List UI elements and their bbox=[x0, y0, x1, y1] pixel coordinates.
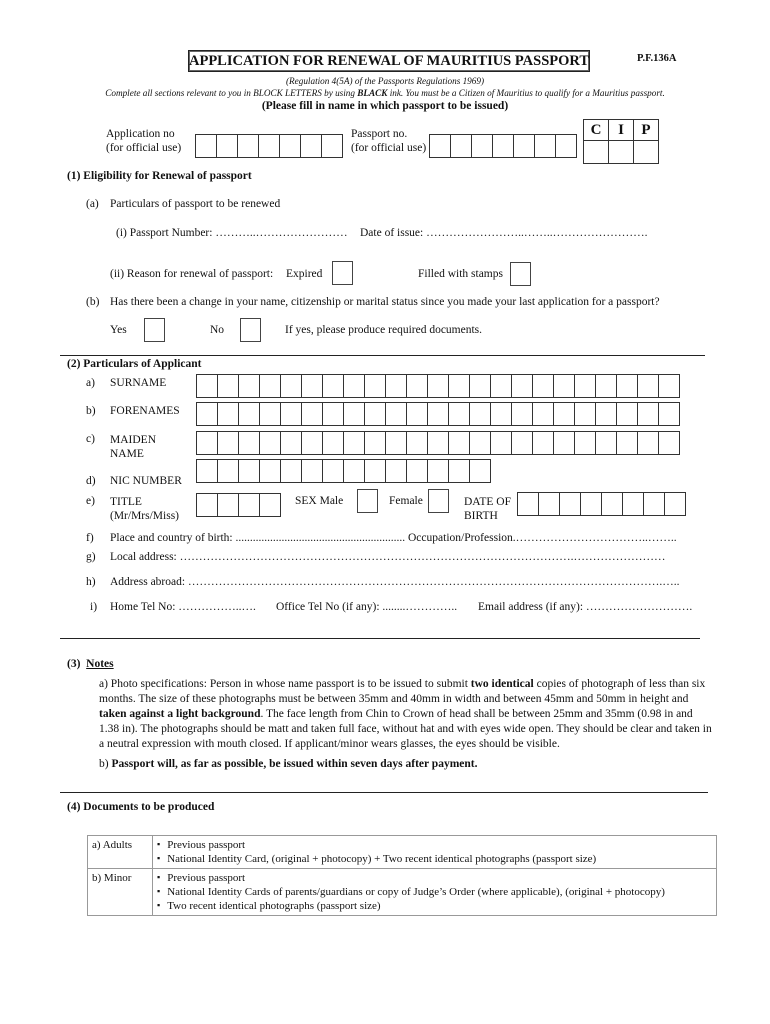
application-no-label: Application no (for official use) bbox=[106, 128, 182, 154]
forenames-field[interactable] bbox=[196, 402, 679, 426]
female-checkbox[interactable] bbox=[428, 489, 449, 513]
date-of-birth-field[interactable] bbox=[517, 492, 685, 516]
section4-heading: (4) Documents to be produced bbox=[67, 801, 215, 813]
yes-label: Yes bbox=[110, 324, 127, 336]
form-title: APPLICATION FOR RENEWAL OF MAURITIUS PASSPORT bbox=[188, 50, 590, 72]
forenames-label: FORENAMES bbox=[110, 405, 180, 417]
list-item: ▪ National Identity Card, (original + photocopy) + Two recent identical photographs (passport size) bbox=[157, 852, 712, 866]
list-item: ▪ Previous passport bbox=[157, 838, 712, 852]
list-item: ▪ Two recent identical photographs (passport size) bbox=[157, 899, 712, 913]
female-label: Female bbox=[389, 495, 423, 507]
application-no-field[interactable] bbox=[195, 134, 342, 158]
maiden-label: MAIDEN NAME bbox=[110, 434, 156, 460]
documents-table bbox=[87, 835, 717, 916]
section1-a-label: Particulars of passport to be renewed bbox=[110, 198, 281, 210]
cip-p-box[interactable] bbox=[634, 141, 659, 164]
divider bbox=[60, 638, 700, 639]
issue-time-note: b) Passport will, as far as possible, be issued within seven days after payment. bbox=[99, 758, 478, 770]
instruction-line: Complete all sections relevant to you in BLOCK LETTERS by using BLACK ink. You must be a Citizen of Mauritius to qualify for a Mauritius passport. bbox=[105, 88, 665, 98]
local-address-marker: g) bbox=[86, 551, 96, 563]
cip-i-box[interactable] bbox=[609, 141, 634, 164]
nic-label: NIC NUMBER bbox=[110, 475, 182, 487]
form-reference: P.F.136A bbox=[637, 53, 677, 64]
surname-label: SURNAME bbox=[110, 377, 167, 389]
reason-label: (ii) Reason for renewal of passport: bbox=[110, 268, 274, 280]
address-abroad-marker: h) bbox=[86, 576, 96, 588]
list-item: ▪ National Identity Cards of parents/guardians or copy of Judge’s Order (where applicable), (original + photocopy) bbox=[157, 885, 712, 899]
fill-note: (Please fill in name in which passport to be issued) bbox=[261, 100, 509, 112]
male-checkbox[interactable] bbox=[357, 489, 378, 513]
email-field[interactable]: Email address (if any): ………………………. bbox=[478, 601, 693, 613]
table-row bbox=[88, 836, 717, 869]
date-of-issue-field[interactable]: Date of issue: ……………………..……..……………………. bbox=[360, 227, 648, 239]
no-checkbox[interactable] bbox=[240, 318, 261, 342]
cip-i: I bbox=[609, 119, 634, 141]
local-address-field[interactable]: Local address: ………………………………………………………………………………………….…………………… bbox=[110, 551, 666, 563]
address-abroad-field[interactable]: Address abroad: …………………………………………………………………………………………………………….….. bbox=[110, 576, 680, 588]
birth-place-marker: f) bbox=[86, 532, 94, 544]
sex-male-label: SEX Male bbox=[295, 495, 344, 507]
divider bbox=[60, 355, 705, 356]
regulation-line: (Regulation 4(5A) of the Passports Regulations 1969) bbox=[285, 76, 485, 86]
divider bbox=[60, 792, 708, 793]
no-label: No bbox=[210, 324, 225, 336]
dob-label: DATE OF BIRTH bbox=[464, 496, 511, 522]
minor-label: b) Minor bbox=[88, 869, 153, 916]
cip-p: P bbox=[634, 119, 659, 141]
surname-field[interactable] bbox=[196, 374, 679, 398]
yes-checkbox[interactable] bbox=[144, 318, 165, 342]
photo-specifications-note: a) Photo specifications: Person in whose name passport is to be issued to submit two identical copies of photograph of less than six months. The size of these photographs must be between 35mm and 40mm in width and between 45mm and 50mm in height and taken against a light background. The face length from Chin to Crown of head shall be between 25mm and 35mm (0.98 in and 1.38 in). The photographs should be matt and taken full face, without hat and with eyes wide open. They should be clear and taken in a neutral expression with mouth closed. If applicant/minor wears glasses, the eyes should be visible. bbox=[99, 678, 712, 750]
home-tel-marker: i) bbox=[90, 601, 98, 613]
table-row bbox=[88, 869, 717, 916]
nic-number-field[interactable] bbox=[196, 459, 490, 483]
expired-label: Expired bbox=[286, 268, 323, 280]
cip-c-box[interactable] bbox=[583, 141, 609, 164]
office-tel-field[interactable]: Office Tel No (if any): ........………….. bbox=[276, 601, 458, 613]
change-question: Has there been a change in your name, citizenship or marital status since you made your last application for a passport? bbox=[110, 296, 660, 308]
if-yes-note: If yes, please produce required documents. bbox=[285, 324, 483, 336]
cip-c: C bbox=[583, 119, 609, 141]
passport-no-field[interactable] bbox=[429, 134, 576, 158]
passport-no-label: Passport no. (for official use) bbox=[351, 128, 427, 154]
nic-marker: d) bbox=[86, 475, 96, 487]
filled-stamps-label: Filled with stamps bbox=[418, 268, 503, 280]
section1-heading: (1) Eligibility for Renewal of passport bbox=[67, 170, 252, 182]
title-marker: e) bbox=[86, 495, 95, 507]
section2-heading: (2) Particulars of Applicant bbox=[67, 358, 202, 370]
list-item: ▪ Previous passport bbox=[157, 871, 712, 885]
birth-place-occupation-field[interactable]: Place and country of birth: ........................................................... Occupation/Profession.……………………………..…….. bbox=[110, 532, 677, 544]
maiden-name-field[interactable] bbox=[196, 431, 679, 455]
title-field[interactable] bbox=[196, 493, 280, 517]
forenames-marker: b) bbox=[86, 405, 96, 417]
section1-a-marker: (a) bbox=[86, 198, 99, 210]
home-tel-field[interactable]: Home Tel No: ……………..…. bbox=[110, 601, 256, 613]
title-label: TITLE (Mr/Mrs/Miss) bbox=[110, 496, 180, 522]
expired-checkbox[interactable] bbox=[332, 261, 353, 285]
adults-label: a) Adults bbox=[88, 836, 153, 869]
cip-box bbox=[583, 119, 659, 164]
filled-stamps-checkbox[interactable] bbox=[510, 262, 531, 286]
maiden-marker: c) bbox=[86, 433, 95, 445]
section1-b-marker: (b) bbox=[86, 296, 100, 308]
surname-marker: a) bbox=[86, 377, 95, 389]
passport-number-field[interactable]: (i) Passport Number: ………..…………………… bbox=[116, 227, 348, 239]
section3-heading: (3) Notes bbox=[67, 658, 114, 670]
